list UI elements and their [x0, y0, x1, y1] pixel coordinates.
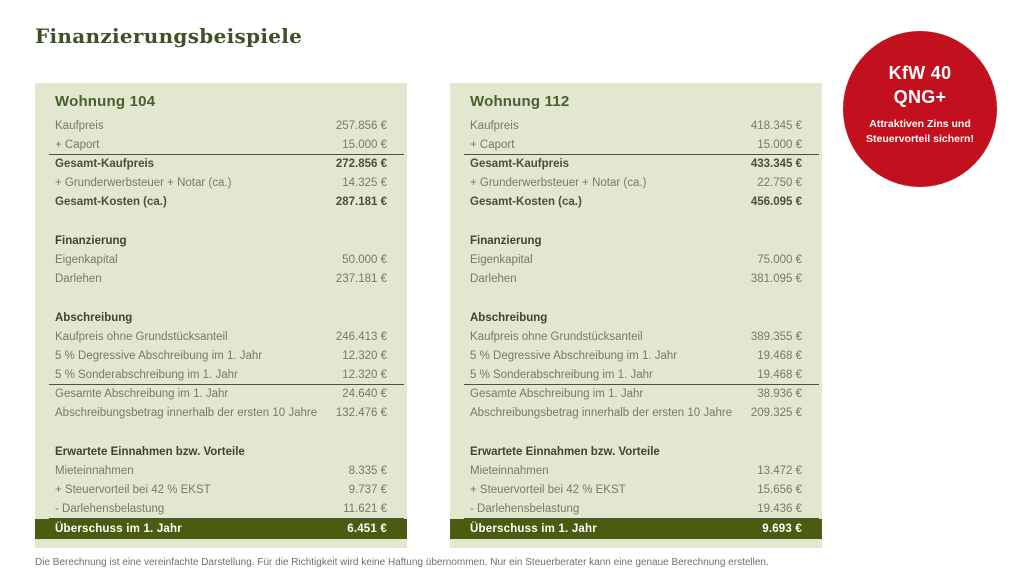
badge-subtext: Attraktiven Zins und Steuervorteil sichern!: [866, 118, 974, 145]
row-label: Kaufpreis: [470, 120, 519, 132]
row-label: Eigenkapital: [470, 254, 533, 266]
table-row: [55, 117, 387, 136]
table-row: [470, 347, 802, 366]
section-einnahmen: [55, 443, 387, 519]
row-value: 456.095 €: [750, 196, 802, 208]
table-row: [470, 462, 802, 481]
disclaimer-text: Die Berechnung ist eine vereinfachte Darstellung. Für die Richtigkeit wird keine Haftung übernommen. Nur ein Steuerberater kann eine genaue Berechnung erstellen.: [35, 557, 769, 568]
section-finanzierung: [55, 232, 387, 289]
table-row: [55, 500, 387, 519]
surplus-bar: [35, 519, 407, 539]
table-row: [55, 385, 387, 404]
section-heading: Erwartete Einnahmen bzw. Vorteile: [470, 446, 660, 458]
surplus-value: 9.693 €: [762, 523, 802, 535]
section-abschreibung: [470, 309, 802, 423]
row-value: 11.621 €: [343, 503, 387, 515]
row-label: 5 % Sonderabschreibung im 1. Jahr: [470, 369, 653, 381]
row-label: + Caport: [55, 139, 100, 151]
row-value: 287.181 €: [335, 196, 387, 208]
row-label: 5 % Degressive Abschreibung im 1. Jahr: [470, 350, 678, 362]
row-label: Eigenkapital: [55, 254, 118, 266]
row-label: Kaufpreis ohne Grundstücksanteil: [470, 331, 643, 343]
row-value: 50.000 €: [342, 254, 387, 266]
panel-wohnung-112: [450, 83, 822, 548]
table-row-total: [55, 193, 387, 212]
section-heading: Abschreibung: [470, 312, 548, 324]
row-value: 272.856 €: [335, 158, 387, 170]
row-label: Darlehen: [470, 273, 517, 285]
row-label: - Darlehensbelastung: [55, 503, 165, 515]
row-value: 12.320 €: [342, 369, 387, 381]
table-row: [55, 174, 387, 193]
table-row: [470, 481, 802, 500]
panel-wohnung-104: [35, 83, 407, 548]
row-value: 19.436 €: [757, 503, 802, 515]
row-value: 15.000 €: [757, 139, 802, 151]
row-label: Mieteinnahmen: [55, 465, 134, 477]
panel-title: Wohnung 112: [470, 93, 570, 110]
section-abschreibung: [55, 309, 387, 423]
surplus-label: Überschuss im 1. Jahr: [470, 523, 597, 535]
row-value: 24.640 €: [342, 388, 387, 400]
table-row: [470, 328, 802, 347]
row-value: 14.325 €: [342, 177, 387, 189]
row-value: 38.936 €: [757, 388, 802, 400]
table-row: [55, 347, 387, 366]
table-row: [470, 404, 802, 423]
badge-line1: KfW 40: [888, 63, 952, 83]
table-row: [470, 174, 802, 193]
table-row: [55, 251, 387, 270]
table-row: [470, 366, 802, 385]
row-label: Kaufpreis ohne Grundstücksanteil: [55, 331, 228, 343]
row-label: + Steuervorteil bei 42 % EKST: [55, 484, 211, 496]
table-row: [55, 366, 387, 385]
table-row: [55, 136, 387, 155]
row-value: 22.750 €: [757, 177, 802, 189]
table-row: [470, 385, 802, 404]
table-row-total: [470, 193, 802, 212]
section-heading: Erwartete Einnahmen bzw. Vorteile: [55, 446, 245, 458]
row-label: Gesamt-Kosten (ca.): [55, 196, 167, 208]
row-value: 75.000 €: [757, 254, 802, 266]
row-label: Abschreibungsbetrag innerhalb der ersten 10 Jahre: [55, 407, 318, 419]
table-row: [470, 500, 802, 519]
table-row-total: [55, 155, 387, 174]
row-value: 381.095 €: [750, 273, 802, 285]
page-title: Finanzierungsbeispiele: [35, 24, 303, 48]
table-row: [55, 328, 387, 347]
row-value: 389.355 €: [750, 331, 802, 343]
table-row-total: [470, 155, 802, 174]
row-label: Gesamte Abschreibung im 1. Jahr: [470, 388, 644, 400]
row-value: 433.345 €: [750, 158, 802, 170]
row-label: Darlehen: [55, 273, 102, 285]
row-label: Gesamt-Kosten (ca.): [470, 196, 582, 208]
row-value: 15.656 €: [757, 484, 802, 496]
row-label: Abschreibungsbetrag innerhalb der ersten 10 Jahre: [470, 407, 733, 419]
table-row: [470, 251, 802, 270]
row-value: 19.468 €: [757, 350, 802, 362]
table-row: [470, 117, 802, 136]
row-value: 209.325 €: [750, 407, 802, 419]
row-value: 246.413 €: [335, 331, 387, 343]
row-label: 5 % Degressive Abschreibung im 1. Jahr: [55, 350, 263, 362]
row-value: 257.856 €: [335, 120, 387, 132]
row-value: 15.000 €: [342, 139, 387, 151]
row-label: + Grunderwerbsteuer + Notar (ca.): [55, 177, 232, 189]
table-row: [55, 462, 387, 481]
row-value: 418.345 €: [750, 120, 802, 132]
table-row: [55, 270, 387, 289]
row-label: Kaufpreis: [55, 120, 104, 132]
row-value: 237.181 €: [335, 273, 387, 285]
section-heading: Finanzierung: [470, 235, 542, 247]
surplus-bar: [450, 519, 822, 539]
row-label: Gesamt-Kaufpreis: [470, 158, 570, 170]
panel-title: Wohnung 104: [55, 93, 156, 110]
section-heading: Finanzierung: [55, 235, 127, 247]
badge-line2: QNG+: [893, 87, 947, 107]
row-label: + Steuervorteil bei 42 % EKST: [470, 484, 626, 496]
row-label: 5 % Sonderabschreibung im 1. Jahr: [55, 369, 238, 381]
kfw-badge: [843, 31, 997, 187]
row-label: Gesamte Abschreibung im 1. Jahr: [55, 388, 229, 400]
row-label: + Caport: [470, 139, 515, 151]
table-row: [470, 136, 802, 155]
row-value: 9.737 €: [348, 484, 387, 496]
row-label: + Grunderwerbsteuer + Notar (ca.): [470, 177, 647, 189]
table-row: [470, 270, 802, 289]
row-label: Mieteinnahmen: [470, 465, 549, 477]
surplus-value: 6.451 €: [347, 523, 387, 535]
row-value: 8.335 €: [348, 465, 387, 477]
section-finanzierung: [470, 232, 802, 289]
surplus-label: Überschuss im 1. Jahr: [55, 523, 182, 535]
section-heading: Abschreibung: [55, 312, 133, 324]
row-value: 132.476 €: [335, 407, 387, 419]
row-value: 12.320 €: [342, 350, 387, 362]
table-row: [55, 481, 387, 500]
row-label: Gesamt-Kaufpreis: [55, 158, 155, 170]
row-value: 19.468 €: [757, 369, 802, 381]
row-label: - Darlehensbelastung: [470, 503, 580, 515]
section-einnahmen: [470, 443, 802, 519]
row-value: 13.472 €: [757, 465, 802, 477]
table-row: [55, 404, 387, 423]
